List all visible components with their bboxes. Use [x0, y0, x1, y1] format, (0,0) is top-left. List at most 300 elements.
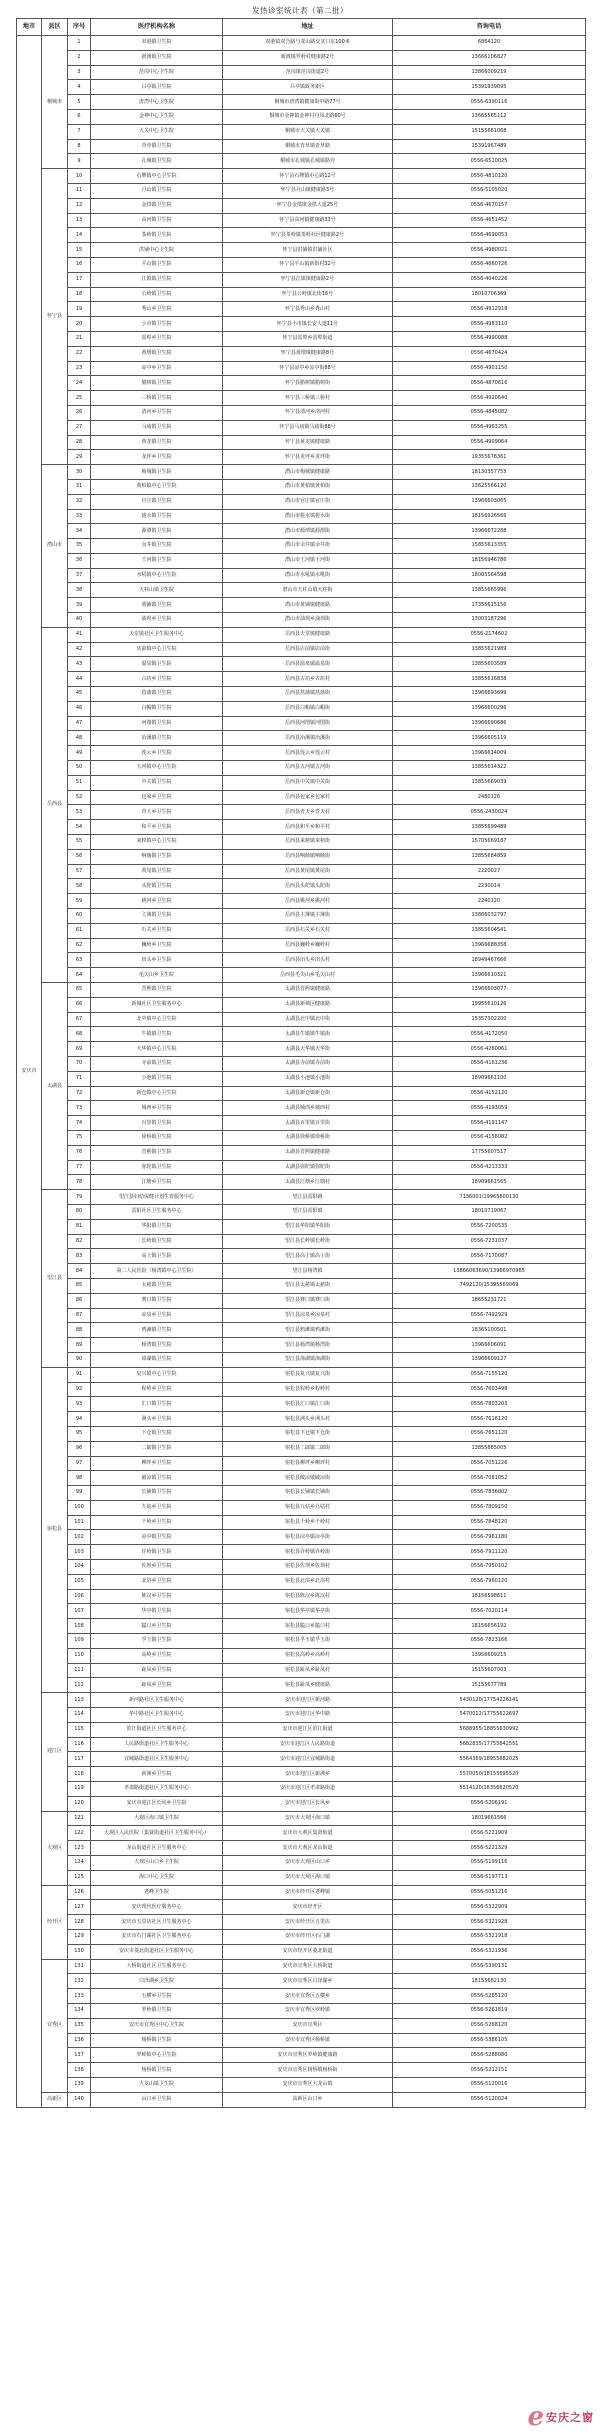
phone-cell: 0556-7836002 — [393, 1486, 586, 1501]
institution-name-cell: 安庆市五里店社区卫生服务中心 — [91, 1915, 223, 1930]
institution-name-cell: 杨湾镇卫生院 — [91, 1338, 223, 1353]
seq-cell: 127 — [68, 1900, 91, 1915]
institution-name-cell: 小池镇卫生院 — [91, 1071, 223, 1086]
institution-name-cell: 千岭乡卫生院 — [91, 1515, 223, 1530]
phone-cell: 7136001/19965600130 — [393, 1190, 586, 1205]
seq-cell: 55 — [68, 835, 91, 850]
address-cell: 安庆市迎江区新洲乡 — [223, 1767, 393, 1782]
seq-cell: 133 — [68, 1989, 91, 2004]
institution-name-cell: 大观区海口镇卫生院 — [91, 1811, 223, 1826]
institution-name-cell: 秀山乡卫生院 — [91, 302, 223, 317]
phone-cell: 13966606091 — [393, 1338, 586, 1353]
institution-name-cell: 下仓镇卫生院 — [91, 1426, 223, 1441]
seq-cell: 48 — [68, 731, 91, 746]
institution-name-cell: 清河乡卫生院 — [91, 405, 223, 420]
address-cell: 安庆市宜秀区大龙山镇 — [223, 2077, 393, 2092]
seq-cell: 9 — [68, 154, 91, 169]
institution-name-cell: 油坝乡卫生院 — [91, 613, 223, 628]
table-row — [17, 642, 586, 657]
seq-cell: 7 — [68, 124, 91, 139]
institution-name-cell: 罗岭镇卫生院 — [91, 2003, 223, 2018]
institution-name-cell: 小市镇卫生院 — [91, 317, 223, 332]
address-cell: 怀宁县凉亭乡凉亭街88号 — [223, 361, 393, 376]
table-row — [17, 1426, 586, 1441]
institution-name-cell: 牛镇镇卫生院 — [91, 1027, 223, 1042]
seq-cell: 15 — [68, 243, 91, 258]
address-cell: 太湖县寺前镇寺前街 — [223, 1056, 393, 1071]
institution-name-cell: 田头乡卫生院 — [91, 953, 223, 968]
institution-name-cell: 漳湖镇卫生院 — [91, 1352, 223, 1367]
institution-name-cell: 月山镇卫生院 — [91, 183, 223, 198]
seq-cell: 13 — [68, 213, 91, 228]
phone-cell: 15155677789 — [393, 1678, 586, 1693]
table-row — [17, 1338, 586, 1353]
phone-cell: 19955610126 — [393, 997, 586, 1012]
address-cell: 潜山市官庄镇官庄街 — [223, 494, 393, 509]
address-cell: 望江县杨湾镇杨湾街 — [223, 1338, 393, 1353]
institution-name-cell: 徐桥镇卫生院 — [91, 1130, 223, 1145]
table-row — [17, 2003, 586, 2018]
table-row — [17, 746, 586, 761]
address-cell: 宿松县趾凤乡健康路 — [223, 1678, 393, 1693]
table-row — [17, 2048, 586, 2063]
table-row — [17, 2092, 586, 2107]
phone-cell: 0556-5321936 — [393, 1944, 586, 1959]
address-cell: 怀宁县高河镇健康路33号 — [223, 213, 393, 228]
institution-name-cell: 九姑乡卫生院 — [91, 1500, 223, 1515]
address-cell: 怀宁县公岭镇北街16号 — [223, 287, 393, 302]
address-cell: 安庆市迎江区人民路街道 — [223, 1737, 393, 1752]
phone-cell: 0556-7616120 — [393, 1412, 586, 1427]
phone-cell: 0556-4990088 — [393, 331, 586, 346]
watermark-logo-letter: e — [527, 2402, 544, 2432]
seq-cell: 136 — [68, 2033, 91, 2048]
institution-name-cell: 黄龙镇卫生院 — [91, 435, 223, 450]
address-cell: 岳西县菖蒲镇菖蒲街 — [223, 687, 393, 702]
county-cell: 桐城市 — [42, 36, 68, 169]
address-cell: 潜山市天柱山镇天柱街 — [223, 583, 393, 598]
institution-name-cell: 复兴镇中心卫生院 — [91, 1367, 223, 1382]
address-cell: 安庆市经开区老峰镇 — [223, 1885, 393, 1900]
table-row — [17, 701, 586, 716]
seq-cell: 39 — [68, 598, 91, 613]
institution-name-cell: 五横乡卫生院 — [91, 1989, 223, 2004]
table-row — [17, 494, 586, 509]
address-cell: 安庆市宜秀区罗岭镇健康路 — [223, 2048, 393, 2063]
institution-name-cell: 杨桥镇卫生院 — [91, 2063, 223, 2078]
institution-name-cell: 安庆现代医疗服务中心 — [91, 1900, 223, 1915]
seq-cell: 26 — [68, 405, 91, 420]
seq-cell: 83 — [68, 1249, 91, 1264]
table-row — [17, 36, 586, 51]
table-row — [17, 1160, 586, 1175]
table-row — [17, 864, 586, 879]
institution-name-cell: 安庆市宜秀区中心卫生院 — [91, 2018, 223, 2033]
address-cell: 望江县雷阳路 — [223, 1190, 393, 1205]
table-row — [17, 923, 586, 938]
address-cell: 怀宁县腊树镇腊树街 — [223, 376, 393, 391]
seq-cell: 12 — [68, 198, 91, 213]
phone-cell: 18909661100 — [393, 1071, 586, 1086]
seq-cell: 103 — [68, 1545, 91, 1560]
table-row — [17, 879, 586, 894]
address-cell: 安庆市经开区 — [223, 1900, 393, 1915]
phone-cell: 0556-5206191 — [393, 1796, 586, 1811]
phone-cell: 0556-7651120 — [393, 1426, 586, 1441]
institution-name-cell: 白泽湖乡卫生院 — [91, 1974, 223, 1989]
seq-cell: 125 — [68, 1870, 91, 1885]
table-row — [17, 775, 586, 790]
seq-cell: 115 — [68, 1722, 91, 1737]
institution-name-cell: 鸦滩镇卫生院 — [91, 1323, 223, 1338]
seq-cell: 65 — [68, 983, 91, 998]
county-cell: 经开区 — [42, 1885, 68, 1959]
institution-name-cell: 平山镇卫生院 — [91, 257, 223, 272]
institution-name-cell: 大关中心卫生院 — [91, 124, 223, 139]
table-row — [17, 1441, 586, 1456]
table-row — [17, 317, 586, 332]
seq-cell: 109 — [68, 1634, 91, 1649]
table-row — [17, 820, 586, 835]
phone-cell: 0556-5261819 — [393, 2003, 586, 2018]
phone-cell: 13966693699 — [393, 687, 586, 702]
institution-name-cell: 菖蒲镇卫生院 — [91, 687, 223, 702]
phone-cell: 0556-4191147 — [393, 1116, 586, 1131]
seq-cell: 42 — [68, 642, 91, 657]
phone-cell: 0556-4193059 — [393, 1101, 586, 1116]
address-cell: 宿松县孚玉镇孚玉街 — [223, 1634, 393, 1649]
phone-cell: 15855613355 — [393, 539, 586, 554]
seq-cell: 134 — [68, 2003, 91, 2018]
phone-cell: 13966609127 — [393, 1352, 586, 1367]
phone-cell: 0556-7961180 — [393, 1530, 586, 1545]
address-cell: 望江县鸦滩镇鸦滩街 — [223, 1323, 393, 1338]
table-row — [17, 435, 586, 450]
address-cell: 望江县华阳镇华阳街 — [223, 1219, 393, 1234]
institution-name-cell: 新洲乡卫生院 — [91, 1767, 223, 1782]
seq-cell: 120 — [68, 1796, 91, 1811]
phone-cell: 0556-4156082 — [393, 1130, 586, 1145]
institution-name-cell: 大观区山口乡卫生院 — [91, 1856, 223, 1871]
address-cell: 安庆市大观区海口镇 — [223, 1870, 393, 1885]
seq-cell: 123 — [68, 1841, 91, 1856]
table-row — [17, 672, 586, 687]
address-cell: 宿松县九姑乡九姑村 — [223, 1500, 393, 1515]
institution-name-cell: 北中镇中心卫生院 — [91, 1012, 223, 1027]
seq-cell: 70 — [68, 1056, 91, 1071]
phone-cell: 17355615156 — [393, 598, 586, 613]
phone-cell: 0556-5197713 — [393, 1870, 586, 1885]
table-row — [17, 1915, 586, 1930]
seq-cell: 1 — [68, 36, 91, 51]
address-cell: 宿松县隘口乡隘口村 — [223, 1619, 393, 1634]
address-cell: 潜山市黄铺镇健康路 — [223, 598, 393, 613]
phone-cell: 0556-5321918 — [393, 1930, 586, 1945]
address-cell: 怀宁县平山镇新街村32号 — [223, 257, 393, 272]
seq-cell: 18 — [68, 287, 91, 302]
institution-name-cell: 大龙山镇卫生院 — [91, 2077, 223, 2092]
address-cell: 宿松县陈汉乡陈汉村 — [223, 1589, 393, 1604]
seq-cell: 4 — [68, 80, 91, 95]
phone-cell: 0556-5322909 — [393, 1900, 586, 1915]
phone-cell: 18155682130 — [393, 1974, 586, 1989]
address-cell: 望江县杨湾镇 — [223, 1264, 393, 1279]
table-row — [17, 983, 586, 998]
phone-cell: 13966672288 — [393, 524, 586, 539]
institution-name-cell: 公岭镇卫生院 — [91, 287, 223, 302]
address-cell: 安庆市经开区五里店 — [223, 1915, 393, 1930]
seq-cell: 43 — [68, 657, 91, 672]
address-cell: 岳西县头陀镇头陀街 — [223, 879, 393, 894]
seq-cell: 105 — [68, 1574, 91, 1589]
institution-name-cell: 白帽镇卫生院 — [91, 701, 223, 716]
phone-cell: 0556-6390116 — [393, 95, 586, 110]
table-row — [17, 997, 586, 1012]
address-cell: 岳西县青天乡青天村 — [223, 805, 393, 820]
table-row — [17, 154, 586, 169]
institution-name-cell: 高士镇卫生院 — [91, 1249, 223, 1264]
institution-name-cell: 黄尾镇卫生院 — [91, 864, 223, 879]
table-row — [17, 124, 586, 139]
institution-name-cell: 新仓镇中心卫生院 — [91, 1086, 223, 1101]
phone-cell: 15155607003 — [393, 1663, 586, 1678]
seq-cell: 99 — [68, 1486, 91, 1501]
seq-cell: 14 — [68, 228, 91, 243]
address-cell: 岳西县店前镇店前街 — [223, 642, 393, 657]
table-row — [17, 183, 586, 198]
institution-name-cell: 水吼镇中心卫生院 — [91, 568, 223, 583]
seq-cell: 106 — [68, 1589, 91, 1604]
phone-cell: 0556-5212151 — [393, 2063, 586, 2078]
table-row — [17, 1323, 586, 1338]
address-cell: 桐城市青草镇青草路 — [223, 139, 393, 154]
phone-cell: 5688955/18855630992 — [393, 1722, 586, 1737]
institution-name-cell: 望江县妇幼保健计划生育服务中心 — [91, 1190, 223, 1205]
seq-cell: 19 — [68, 302, 91, 317]
seq-cell: 102 — [68, 1530, 91, 1545]
institution-name-cell: 破凉镇卫生院 — [91, 1471, 223, 1486]
seq-cell: 6 — [68, 109, 91, 124]
institution-name-cell: 龙山街道社区卫生服务中心 — [91, 1841, 223, 1856]
institution-name-cell: 杨桥镇卫生院 — [91, 2033, 223, 2048]
address-cell: 岳西县田头乡田头村 — [223, 953, 393, 968]
address-cell: 安庆市迎江区宜城路街道 — [223, 1752, 393, 1767]
phone-cell: 0556-5390131 — [393, 1959, 586, 1974]
institution-name-cell: 青天乡卫生院 — [91, 805, 223, 820]
institution-name-cell: 山口乡卫生院 — [91, 2092, 223, 2107]
table-row — [17, 302, 586, 317]
table-row — [17, 109, 586, 124]
institution-name-cell: 北浴乡卫生院 — [91, 1574, 223, 1589]
table-row — [17, 2018, 586, 2033]
seq-cell: 80 — [68, 1204, 91, 1219]
phone-cell: 13866032797 — [393, 909, 586, 924]
seq-cell: 97 — [68, 1456, 91, 1471]
institution-name-cell: 城西乡卫生院 — [91, 1101, 223, 1116]
table-row — [17, 1663, 586, 1678]
seq-cell: 50 — [68, 761, 91, 776]
table-row — [17, 376, 586, 391]
phone-cell: 0556-7823166 — [393, 1634, 586, 1649]
phone-cell: 13966614009 — [393, 746, 586, 761]
address-cell: 宿松县千岭乡千岭村 — [223, 1515, 393, 1530]
institution-name-cell: 新河路社区卫生服务中心 — [91, 1693, 223, 1708]
phone-cell: 0556-5288080 — [393, 2048, 586, 2063]
phone-cell: 0556-4213333 — [393, 1160, 586, 1175]
seq-cell: 85 — [68, 1278, 91, 1293]
table-row — [17, 257, 586, 272]
institution-name-cell: 马庙镇卫生院 — [91, 420, 223, 435]
phone-cell: 2220027 — [393, 864, 586, 879]
address-cell: 怀宁县雷埠乡雷埠街道 — [223, 331, 393, 346]
address-cell: 潜山市源潭镇源潭街 — [223, 524, 393, 539]
phone-cell: 0556-4660726 — [393, 257, 586, 272]
header-phone: 咨询电话 — [393, 19, 586, 36]
phone-cell: 15391939095 — [393, 80, 586, 95]
address-cell: 太湖县百里镇百里街 — [223, 1116, 393, 1131]
institution-name-cell: 腊树镇卫生院 — [91, 376, 223, 391]
address-cell: 安庆市宜秀区罗岭镇 — [223, 2003, 393, 2018]
table-row — [17, 716, 586, 731]
seq-cell: 107 — [68, 1604, 91, 1619]
seq-cell: 81 — [68, 1219, 91, 1234]
watermark-text: 安庆之窗 — [546, 2411, 594, 2424]
institution-name-cell: 雷埠乡卫生院 — [91, 331, 223, 346]
address-cell: 安庆市宜秀区 — [223, 2018, 393, 2033]
phone-cell: 0556-6510025 — [393, 154, 586, 169]
table-row — [17, 1352, 586, 1367]
address-cell: 太湖县北中镇北中街 — [223, 1012, 393, 1027]
institution-name-cell: 新城社区卫生服务中心 — [91, 997, 223, 1012]
institution-name-cell: 长铺镇卫生院 — [91, 1486, 223, 1501]
address-cell: 安庆市宜秀区杨桥镇杨桥街 — [223, 2063, 393, 2078]
table-row — [17, 1752, 586, 1767]
table-row — [17, 1989, 586, 2004]
phone-cell: 18365100501 — [393, 1323, 586, 1338]
phone-cell: 0556-2430024 — [393, 805, 586, 820]
address-cell: 岳西县毛尖山乡毛尖山村 — [223, 968, 393, 983]
institution-name-cell: 巍岭乡卫生院 — [91, 938, 223, 953]
county-cell: 宿松县 — [42, 1367, 68, 1693]
institution-name-cell: 华阳镇卫生院 — [91, 1219, 223, 1234]
county-cell: 大观区 — [42, 1811, 68, 1885]
phone-cell: 0556-7848120 — [393, 1515, 586, 1530]
table-row — [17, 1086, 586, 1101]
table-row — [17, 1767, 586, 1782]
phone-cell: 13966690686 — [393, 716, 586, 731]
phone-cell: 13966600296 — [393, 701, 586, 716]
table-row — [17, 1619, 586, 1634]
institution-name-cell: 宜城路街道社区卫生服务中心 — [91, 1752, 223, 1767]
seq-cell: 86 — [68, 1293, 91, 1308]
address-cell: 宿松县趾凤乡趾凤村 — [223, 1663, 393, 1678]
seq-cell: 34 — [68, 524, 91, 539]
institution-name-cell: 高岭乡卫生院 — [91, 1648, 223, 1663]
phone-cell: 15705669187 — [393, 835, 586, 850]
institution-name-cell: 和平乡卫生院 — [91, 820, 223, 835]
table-row — [17, 1870, 586, 1885]
table-row — [17, 583, 586, 598]
address-cell: 太湖县牛镇镇牛镇街 — [223, 1027, 393, 1042]
institution-name-cell: 莲云乡卫生院 — [91, 746, 223, 761]
phone-cell: 0556-4980021 — [393, 243, 586, 258]
phone-cell: 18909661565 — [393, 1175, 586, 1190]
address-cell: 岳西县莲云乡莲云村 — [223, 746, 393, 761]
table-row — [17, 539, 586, 554]
institution-name-cell: 趾凤乡卫生院 — [91, 1663, 223, 1678]
seq-cell: 61 — [68, 923, 91, 938]
seq-cell: 87 — [68, 1308, 91, 1323]
address-cell: 怀宁县黄龙镇健康路 — [223, 435, 393, 450]
seq-cell: 67 — [68, 1012, 91, 1027]
phone-cell: 0556-7911120 — [393, 1545, 586, 1560]
seq-cell: 98 — [68, 1471, 91, 1486]
header-name: 医疗机构名称 — [91, 19, 223, 36]
institution-name-cell: 中关镇卫生院 — [91, 775, 223, 790]
phone-cell: 13855614322 — [393, 761, 586, 776]
table-row — [17, 287, 586, 302]
address-cell: 安庆市大观区海口镇 — [223, 1811, 393, 1826]
institution-name-cell: 来榜镇中心卫生院 — [91, 835, 223, 850]
table-row — [17, 1545, 586, 1560]
seq-cell: 75 — [68, 1130, 91, 1145]
address-cell: 怀宁县江镇镇健康路2号 — [223, 272, 393, 287]
seq-cell: 71 — [68, 1071, 91, 1086]
table-row — [17, 509, 586, 524]
address-cell: 宿松县复兴镇复兴街 — [223, 1367, 393, 1382]
seq-cell: 51 — [68, 775, 91, 790]
address-cell: 岳西县响肠镇响肠街 — [223, 849, 393, 864]
address-cell: 宿松县长铺镇长铺街 — [223, 1486, 393, 1501]
institution-name-cell: 孔城镇卫生院 — [91, 154, 223, 169]
table-row — [17, 391, 586, 406]
seq-cell: 32 — [68, 494, 91, 509]
address-cell: 宿松县二郎镇二郎街 — [223, 1441, 393, 1456]
seq-cell: 31 — [68, 479, 91, 494]
institution-name-cell: 石牌镇中心卫生院 — [91, 169, 223, 184]
phone-cell: 0556-7809150 — [393, 1500, 586, 1515]
phone-cell: 13665565112 — [393, 109, 586, 124]
phone-cell: 0556-4845082 — [393, 405, 586, 420]
phone-cell: 13966603065 — [393, 494, 586, 509]
seq-cell: 126 — [68, 1885, 91, 1900]
address-cell: 宿松县破凉镇破凉街 — [223, 1471, 393, 1486]
address-cell: 太湖县天华镇天华街 — [223, 1042, 393, 1057]
address-cell: 桐城市唐湾镇健康街中路77号 — [223, 95, 393, 110]
clinic-table — [16, 18, 586, 2108]
seq-cell: 78 — [68, 1175, 91, 1190]
institution-name-cell: 安庆市菱北街道社区卫生服务中心 — [91, 1944, 223, 1959]
phone-cell: 13666106827 — [393, 50, 586, 65]
table-row — [17, 1515, 586, 1530]
seq-cell: 22 — [68, 346, 91, 361]
seq-cell: 139 — [68, 2077, 91, 2092]
phone-cell: 13866009219 — [393, 65, 586, 80]
phone-cell: 0556-4670157 — [393, 198, 586, 213]
seq-cell: 138 — [68, 2063, 91, 2078]
address-cell: 潜山市黄柏镇黄柏街 — [223, 479, 393, 494]
table-row — [17, 50, 586, 65]
table-row — [17, 198, 586, 213]
phone-cell: 15155661068 — [393, 124, 586, 139]
seq-cell: 89 — [68, 1338, 91, 1353]
address-cell: 岳西县冶溪镇冶溪街 — [223, 731, 393, 746]
seq-cell: 11 — [68, 183, 91, 198]
address-cell: 怀宁县茶岭镇茶岭社区健康路2号 — [223, 228, 393, 243]
address-cell: 安庆市宜秀区白泽湖乡 — [223, 1974, 393, 1989]
table-row — [17, 1367, 586, 1382]
phone-cell: 13966603077 — [393, 983, 586, 998]
